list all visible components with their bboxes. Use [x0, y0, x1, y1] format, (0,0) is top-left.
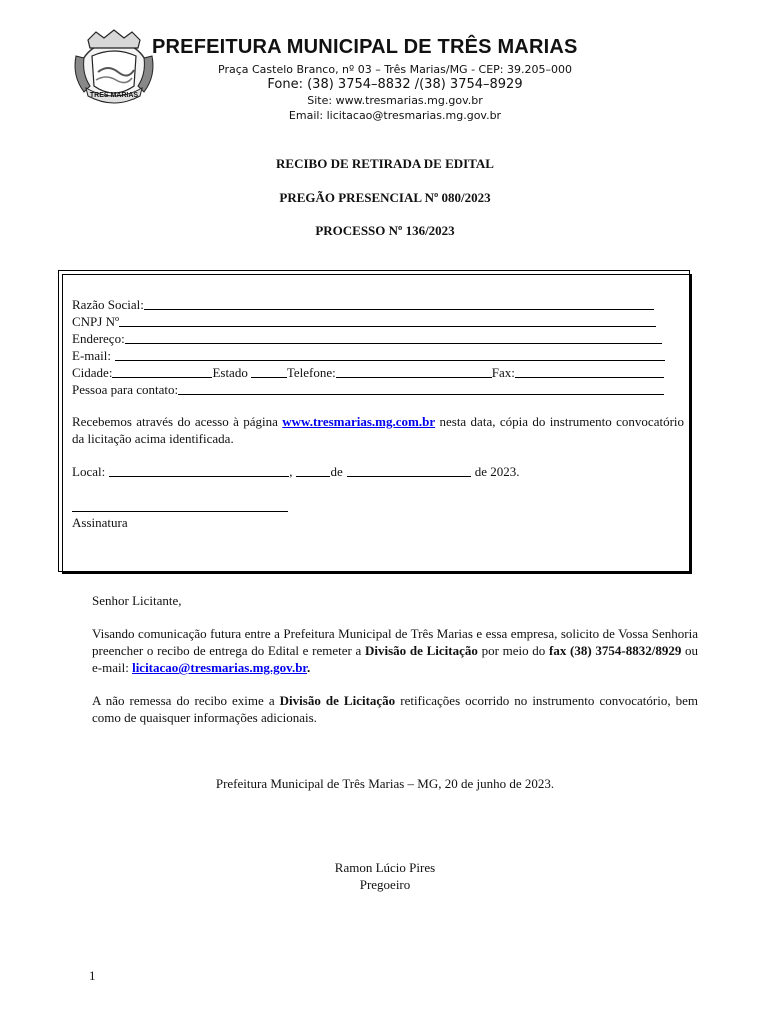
- razao-social-row: [72, 296, 654, 313]
- municipality-title: PREFEITURA MUNICIPAL DE TRÊS MARIAS: [152, 36, 578, 58]
- licitacao-email-link[interactable]: licitacao@tresmarias.mg.gov.br: [132, 660, 308, 675]
- header-email: Email: licitacao@tresmarias.mg.gov.br: [288, 109, 502, 122]
- p1-fax-bold: fax (38) 3754-8832/8929: [549, 643, 682, 658]
- fax-label: Fax:: [491, 365, 515, 380]
- estado-field[interactable]: [251, 365, 287, 378]
- endereco-label: Endereço:: [72, 331, 125, 346]
- local-label: Local:: [72, 464, 106, 479]
- logo-text: TRES MARIAS: [89, 92, 139, 99]
- day-field[interactable]: [296, 464, 330, 477]
- p2-division-bold: Divisão de Licitação: [279, 693, 396, 708]
- city-site-link[interactable]: www.tresmarias.mg.com.br: [282, 414, 436, 429]
- letter-paragraph-2: [92, 692, 698, 726]
- p1-end: .: [307, 660, 311, 675]
- local-date-row: [72, 463, 542, 480]
- cnpj-field[interactable]: [119, 314, 656, 327]
- p2-text-b: retificações ocorrido no instrumento convocatório, bem como de quaisquer informações adicionais.: [92, 693, 699, 725]
- signature-label: Assinatura: [72, 515, 128, 530]
- month-field[interactable]: [347, 464, 471, 477]
- page-number: 1: [89, 968, 96, 983]
- p1-text-a: Visando comunicação futura entre a Prefeitura Municipal de Três Marias e essa empresa, solicito de Vossa Senhoria preencher o recibo de entrega do Edital e remeter a: [92, 626, 698, 658]
- contato-label: Pessoa para contato:: [72, 382, 179, 397]
- receipt-title: RECIBO DE RETIRADA DE EDITAL: [276, 156, 494, 171]
- endereco-field[interactable]: [125, 331, 662, 344]
- salutation: Senhor Licitante,: [92, 593, 182, 608]
- p2-text-a: A não remessa do recibo exime a: [92, 693, 275, 708]
- fax-field[interactable]: [515, 365, 664, 378]
- telefone-field[interactable]: [336, 365, 492, 378]
- estado-label: Estado: [212, 365, 248, 380]
- header-address: Praça Castelo Branco, nº 03 – Três Marias/MG - CEP: 39.205–000: [218, 63, 572, 76]
- place-date: Prefeitura Municipal de Três Marias – MG, 20 de junho de 2023.: [215, 776, 555, 791]
- email-label: E-mail:: [72, 348, 111, 363]
- contato-row: [72, 381, 664, 398]
- header-phone: Fone: (38) 3754–8832 /(38) 3754–8929: [267, 77, 523, 92]
- header-site: Site: www.tresmarias.mg.gov.br: [307, 94, 483, 107]
- receipt-statement: [72, 413, 684, 447]
- endereco-row: [72, 330, 662, 347]
- cnpj-label: CNPJ Nº: [72, 314, 120, 329]
- p1-text-b: por meio do: [481, 643, 546, 658]
- razao-social-label: Razão Social:: [72, 297, 144, 312]
- razao-social-field[interactable]: [144, 297, 654, 310]
- telefone-label: Telefone:: [286, 365, 336, 380]
- cidade-field[interactable]: [112, 365, 212, 378]
- cidade-label: Cidade:: [72, 365, 113, 380]
- signer-name: Ramon Lúcio Pires: [334, 860, 436, 875]
- municipal-coat-of-arms: [68, 26, 160, 106]
- pregao-title: PREGÃO PRESENCIAL Nº 080/2023: [279, 190, 491, 205]
- email-field[interactable]: [115, 348, 665, 361]
- processo-title: PROCESSO Nº 136/2023: [315, 223, 455, 238]
- cidade-row: [72, 364, 664, 381]
- signature-line[interactable]: [72, 511, 288, 512]
- year-label: de 2023.: [474, 464, 520, 479]
- local-comma: ,: [289, 464, 293, 479]
- receipt-text-start: Recebemos através do acesso à página: [72, 414, 278, 429]
- signer-role: Pregoeiro: [359, 877, 411, 892]
- email-row: [72, 347, 665, 364]
- letter-paragraph-1: [92, 625, 698, 676]
- cnpj-row: [72, 313, 656, 330]
- receipt-text-end: nesta data, cópia do instrumento convocatório da licitação acima identificada.: [72, 414, 685, 446]
- de-label: de: [330, 464, 343, 479]
- p1-text-c: ou e-mail:: [92, 643, 699, 675]
- contato-field[interactable]: [178, 382, 664, 395]
- local-field[interactable]: [109, 464, 289, 477]
- p1-division-bold: Divisão de Licitação: [365, 643, 478, 658]
